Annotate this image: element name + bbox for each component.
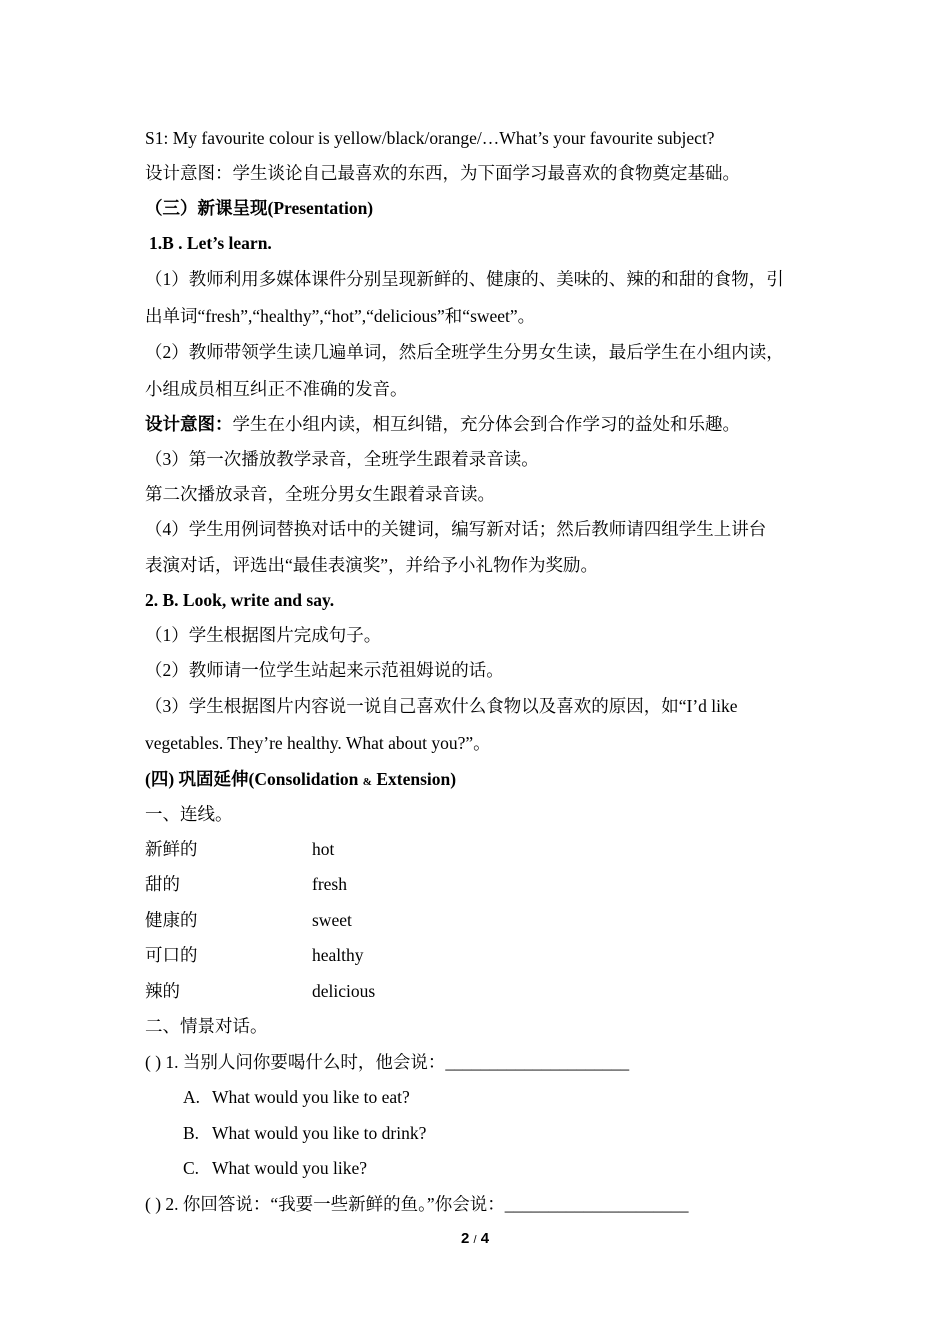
matching-left-item: 辣的 [145, 981, 180, 1001]
paragraph-line: （3）第一次播放教学录音，全班学生跟着录音读。 [145, 449, 539, 469]
option-text: What would you like? [212, 1158, 368, 1178]
heading-ampersand: & [362, 776, 372, 788]
section-heading-consolidation [145, 767, 456, 794]
matching-right-item: healthy [312, 945, 364, 965]
paragraph-line: 出单词“fresh”,“healthy”,“hot”,“delicious”和“sweet”。 [145, 306, 536, 326]
exercise-heading-dialogue: 二、情景对话。 [145, 1016, 268, 1036]
option-letter: C. [183, 1158, 200, 1178]
option-text: What would you like to eat? [212, 1087, 410, 1107]
matching-right-item: fresh [312, 874, 347, 894]
option-c [183, 1156, 367, 1180]
option-letter: B. [183, 1123, 200, 1143]
matching-right-item: hot [312, 839, 335, 859]
matching-left-item: 新鲜的 [145, 839, 198, 859]
paragraph-line: （3）学生根据图片内容说一说自己喜欢什么食物以及喜欢的原因，如“I’d like [145, 696, 738, 716]
paragraph-line: （4）学生用例词替换对话中的关键词，编写新对话；然后教师请四组学生上讲台 [145, 519, 767, 539]
page-separator: / [473, 1234, 477, 1246]
paragraph-line: （1）学生根据图片完成句子。 [145, 625, 382, 645]
heading-text: (四) 巩固延伸(Consolidation [145, 769, 363, 789]
section-heading-presentation: （三）新课呈现(Presentation) [145, 198, 374, 218]
question-2: ( ) 2. 你回答说：“我要一些新鲜的鱼。”你会说：_____________________ [145, 1194, 689, 1214]
design-intent-paragraph: 设计意图：学生谈论自己最喜欢的东西，为下面学习最喜欢的食物奠定基础。 [145, 163, 740, 183]
design-intent-paragraph [145, 412, 740, 436]
heading-text: Extension) [371, 769, 457, 789]
paragraph-line: 小组成员相互纠正不准确的发音。 [145, 379, 408, 399]
matching-left-item: 甜的 [145, 874, 180, 894]
paragraph-line: 表演对话，评选出“最佳表演奖”，并给予小礼物作为奖励。 [145, 555, 599, 575]
design-intent-label: 设计意图： [145, 414, 233, 434]
question-1: ( ) 1. 当别人问你要喝什么时，他会说：_____________________ [145, 1052, 630, 1072]
paragraph-line: vegetables. They’re healthy. What about you?”。 [145, 733, 491, 753]
subheading-look-write-say: 2. B. Look, write and say. [145, 590, 335, 610]
dialogue-line: S1: My favourite colour is yellow/black/orange/…What’s your favourite subject? [145, 128, 715, 148]
paragraph-line: （2）教师带领学生读几遍单词，然后全班学生分男女生读，最后学生在小组内读， [145, 342, 784, 362]
page-number [0, 1230, 950, 1247]
exercise-heading-matching: 一、连线。 [145, 804, 233, 824]
paragraph-line: 第二次播放录音，全班分男女生跟着录音读。 [145, 484, 495, 504]
option-letter: A. [183, 1087, 201, 1107]
option-text: What would you like to drink? [212, 1123, 427, 1143]
option-a [183, 1085, 410, 1109]
option-b [183, 1121, 426, 1145]
matching-left-item: 健康的 [145, 910, 198, 930]
paragraph-line: （1）教师利用多媒体课件分别呈现新鲜的、健康的、美味的、辣的和甜的食物，引 [145, 269, 784, 289]
paragraph-line: （2）教师请一位学生站起来示范祖姆说的话。 [145, 660, 504, 680]
total-pages: 4 [480, 1230, 490, 1247]
matching-left-item: 可口的 [145, 945, 198, 965]
current-page: 2 [460, 1230, 470, 1247]
matching-right-item: sweet [312, 910, 352, 930]
design-intent-text: 学生在小组内读，相互纠错，充分体会到合作学习的益处和乐趣。 [232, 414, 740, 434]
matching-right-item: delicious [312, 981, 376, 1001]
subheading-lets-learn: 1.B . Let’s learn. [149, 233, 272, 253]
